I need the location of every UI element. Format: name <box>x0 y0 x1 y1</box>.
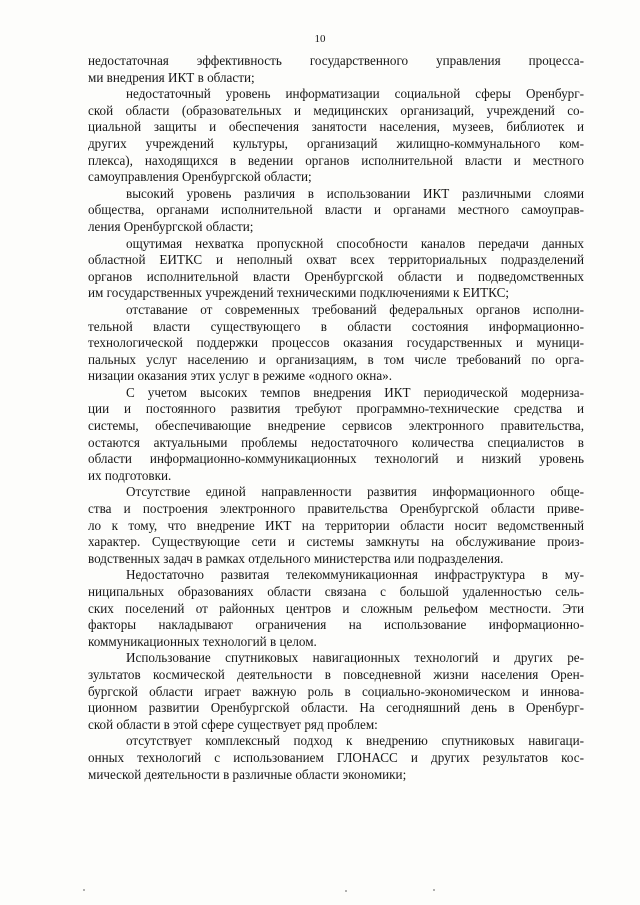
text-line: их подготовки. <box>88 467 172 483</box>
text-line: бургской области играет важную роль в социально-экономическом и иннова- <box>88 683 584 699</box>
scan-speck <box>433 889 435 891</box>
text-line: зультатов космической деятельности в повседневной жизни населения Орен- <box>88 666 584 682</box>
text-line: области информационно-коммуникационных технологий и низкий уровень <box>88 451 584 467</box>
text-line: отсутствует комплексный подход к внедрению спутниковых навигаци- <box>126 733 584 749</box>
text-line: ло к тому, что внедрение ИКТ на территории области носит ведомственный <box>88 517 584 533</box>
text-line: факторы накладывают ограничения на использование информационно- <box>88 617 584 633</box>
text-line: характер. Существующие сети и системы замкнуты на обслуживание произ- <box>88 534 584 550</box>
text-line: ских поселений от районных центров и сложным рельефом местности. Эти <box>88 600 584 616</box>
text-line: пальных услуг населению и организациям, в том числе требований по орга- <box>88 351 584 367</box>
text-line: коммуникационных технологий в целом. <box>88 633 317 649</box>
text-line: остаются актуальными проблемы недостаточного количества специалистов в <box>88 434 584 450</box>
text-line: системы, обеспечивающие внедрение сервисов электронного правительства, <box>88 418 584 434</box>
text-line: других учреждений культуры, организаций жилищно-коммунального ком- <box>88 135 584 151</box>
text-line: циальной защиты и обеспечения занятости населения, музеев, библиотек и <box>88 119 584 135</box>
text-line: недостаточный уровень информатизации социальной сферы Оренбург- <box>126 86 584 102</box>
text-line: Недостаточно развитая телекоммуникационная инфраструктура в му- <box>126 567 584 583</box>
text-line: органов исполнительной власти Оренбургской области и подведомственных <box>88 268 584 284</box>
text-line: ской области (образовательных и медицинских организаций, учреждений со- <box>88 102 584 118</box>
text-line: недостаточная эффективность государственного управления процесса- <box>88 53 584 68</box>
text-line: областной ЕИТКС и неполный охват всех территориальных подразделений <box>88 252 584 268</box>
text-line: ления Оренбургской области; <box>88 218 254 234</box>
text-line: Использование спутниковых навигационных технологий и других ре- <box>126 650 584 666</box>
text-line: водственных задач в рамках отдельного министерства или подразделения. <box>88 550 504 566</box>
text-line: ми внедрения ИКТ в области; <box>88 69 255 85</box>
text-line: общества, органами исполнительной власти и органами местного самоуправ- <box>88 202 584 218</box>
text-line: отставание от современных требований федеральных органов исполни- <box>126 301 584 317</box>
text-line: ниципальных образованиях области связана с большой удаленностью сель- <box>88 584 584 599</box>
document-body <box>88 53 584 783</box>
text-line: им государственных учреждений техническими подключениями к ЕИТКС; <box>88 285 510 301</box>
text-line: ской области в этой сфере существует ряд проблем: <box>88 716 378 732</box>
text-line: ства и построения электронного правительства Оренбургской области приве- <box>88 501 584 517</box>
text-line: плекса), находящихся в ведении органов исполнительной власти и местного <box>88 152 584 168</box>
scan-speck <box>83 889 85 891</box>
text-line: С учетом высоких темпов внедрения ИКТ периодической модерниза- <box>126 384 584 400</box>
text-line: ции и постоянного развития требуют программно-технические средства и <box>88 401 584 417</box>
text-line: самоуправления Оренбургской области; <box>88 169 312 185</box>
text-line: тельной власти существующего в области состояния информационно- <box>88 318 584 334</box>
text-line: онных технологий с использованием ГЛОНАСС и других результатов кос- <box>88 749 584 765</box>
text-line: высокий уровень различия в использовании ИКТ различными слоями <box>126 185 584 201</box>
text-line: мической деятельности в различные области экономики; <box>88 766 407 782</box>
text-line: ощутимая нехватка пропускной способности каналов передачи данных <box>126 235 584 251</box>
page-number: 10 <box>314 33 326 45</box>
text-line: технологической поддержки процессов оказания государственных и муници- <box>88 335 584 351</box>
text-line: ционном развитии Оренбургской области. На сегодняшний день в Оренбург- <box>88 700 584 716</box>
scan-speck <box>345 890 347 892</box>
text-line: низации оказания этих услуг в режиме «одного окна». <box>88 368 393 384</box>
text-line: Отсутствие единой направленности развития информационного обще- <box>126 484 584 500</box>
